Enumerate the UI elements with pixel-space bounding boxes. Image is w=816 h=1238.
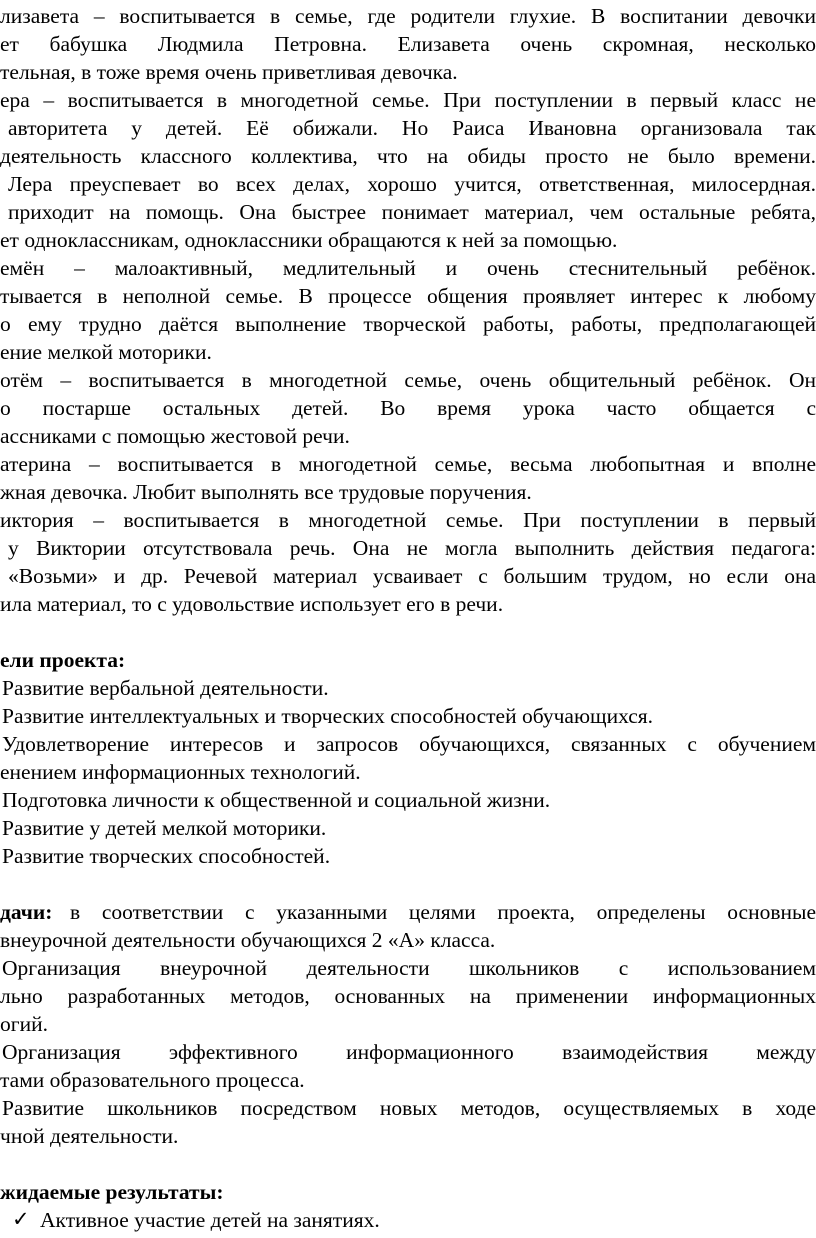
goal-item: Развитие у детей мелкой моторики. <box>2 816 327 840</box>
result-item: Активное участие детей на занятиях. <box>40 1208 380 1232</box>
student-3-line-2: тывается в неполной семье. В процессе общения проявляет интерес к любому <box>0 284 816 308</box>
goal-item: Подготовка личности к общественной и социальной жизни. <box>2 788 551 812</box>
student-6-line-3: «Возьми» и др. Речевой материал усваивает с большим трудом, но если она <box>8 564 816 588</box>
task-item-continued: огий. <box>0 1012 48 1036</box>
task-item-continued: тами образовательного процесса. <box>0 1068 305 1092</box>
student-2-line-6: ет одноклассникам, одноклассники обращаются к ней за помощью. <box>0 228 618 252</box>
results-heading: жидаемые результаты: <box>0 1180 224 1204</box>
student-1-line-1: лизавета – воспитывается в семье, где родители глухие. В воспитании девочки <box>0 4 816 28</box>
task-item: Организация эффективного информационного взаимодействия между <box>2 1040 816 1064</box>
tasks-intro <box>0 899 816 925</box>
student-4-line-2: о постарше остальных детей. Во время урока часто общается с <box>0 396 816 420</box>
goal-item: Развитие интеллектуальных и творческих способностей обучающихся. <box>2 704 654 728</box>
student-6-line-4: ила материал, то с удовольствие использует его в речи. <box>0 592 504 616</box>
student-5-line-1: атерина – воспитывается в многодетной семье, весьма любопытная и вполне <box>0 452 816 476</box>
student-4-line-1: отём – воспитывается в многодетной семье, очень общительный ребёнок. Он <box>0 368 816 392</box>
goal-item: Развитие вербальной деятельности. <box>2 676 329 700</box>
task-item: Организация внеурочной деятельности школьников с использованием <box>2 956 816 980</box>
goals-heading: ели проекта: <box>0 648 126 672</box>
student-3-line-1: емён – малоактивный, медлительный и очень стеснительный ребёнок. <box>0 256 816 280</box>
student-6-line-2: у Виктории отсутствовала речь. Она не могла выполнить действия педагога: <box>8 536 816 560</box>
student-2-line-5: приходит на помощь. Она быстрее понимает материал, чем остальные ребята, <box>8 200 816 224</box>
checkmark-icon: ✓ <box>12 1207 30 1231</box>
goal-item: Развитие творческих способностей. <box>2 844 331 868</box>
student-5-line-2: жная девочка. Любит выполнять все трудовые поручения. <box>0 480 532 504</box>
student-3-line-4: ение мелкой моторики. <box>0 340 212 364</box>
student-2-line-2: авторитета у детей. Её обижали. Но Раиса Ивановна организовала так <box>8 116 816 140</box>
task-item-continued: льно разработанных методов, основанных на применении информационных <box>0 984 816 1008</box>
tasks-line: внеурочной деятельности обучающихся 2 «А» класса. <box>0 928 496 952</box>
goal-item-continued: енением информационных технологий. <box>0 760 361 784</box>
tasks-heading: дачи: <box>0 900 53 924</box>
student-2-line-3: деятельность классного коллектива, что на обиды просто не было времени. <box>0 144 816 168</box>
tasks-intro-text: в соответствии с указанными целями проекта, определены основные <box>70 900 816 924</box>
student-3-line-3: о ему трудно даётся выполнение творческой работы, работы, предполагающей <box>0 312 816 336</box>
student-2-line-4: Лера преуспевает во всех делах, хорошо учится, ответственная, милосердная. <box>8 172 816 196</box>
student-6-line-1: иктория – воспитывается в многодетной семье. При поступлении в первый <box>0 508 816 532</box>
goal-item: Удовлетворение интересов и запросов обучающихся, связанных с обучением <box>2 732 816 756</box>
task-item-continued: чной деятельности. <box>0 1124 179 1148</box>
task-item: Развитие школьников посредством новых методов, осуществляемых в ходе <box>2 1096 816 1120</box>
student-2-line-1: ера – воспитывается в многодетной семье. При поступлении в первый класс не <box>0 88 816 112</box>
student-1-line-2: ет бабушка Людмила Петровна. Елизавета очень скромная, несколько <box>0 32 816 56</box>
student-1-line-3: тельная, в тоже время очень приветливая девочка. <box>0 60 458 84</box>
student-4-line-3: ассниками с помощью жестовой речи. <box>0 424 350 448</box>
